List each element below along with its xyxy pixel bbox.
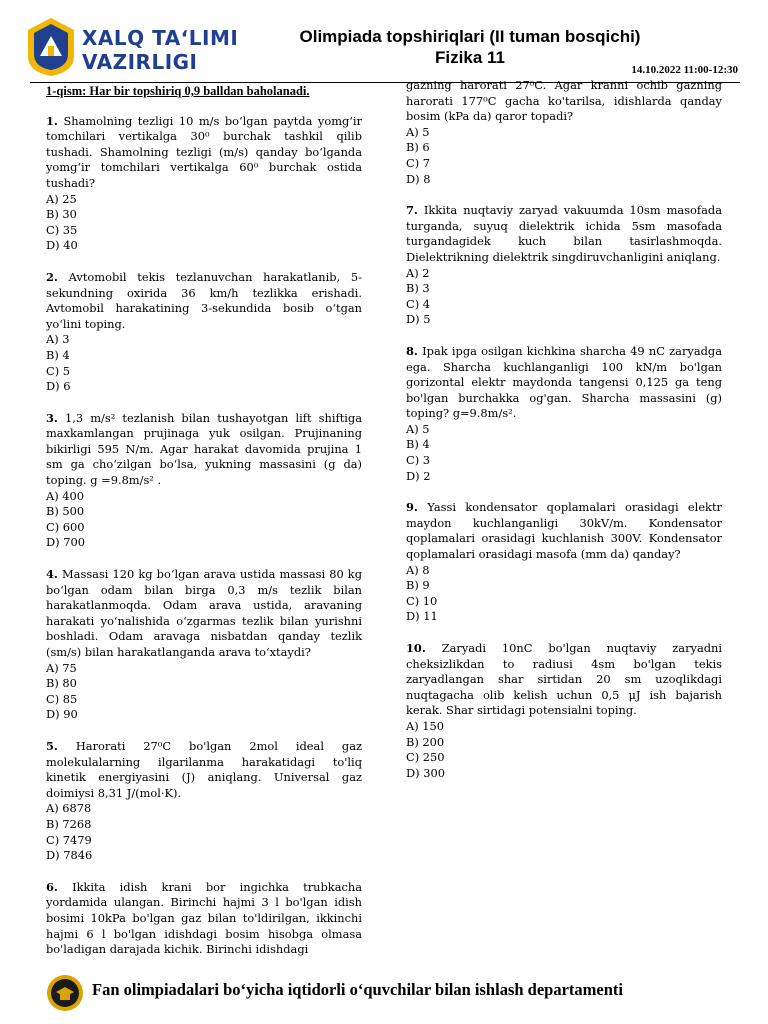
answer-option: C) 7 (406, 155, 431, 170)
question-text (406, 344, 722, 422)
question-text (46, 739, 362, 801)
question-number: 7. (406, 203, 418, 218)
question-body: Ipak ipga osilgan kichkina sharcha 49 nC zaryadga ega. Sharcha kuchlanganligi 100 kN/m bo'lgan gorizontal elektr maydonda tangensi 0,125 ga teng bo'lgan burchakka og'gan. Sharcha massasini (g) toping? g=9.8m/s². (406, 343, 722, 421)
answer-option: A) 6878 (46, 801, 92, 816)
question-body: Massasi 120 kg boʻlgan arava ustida massasi 80 kg boʻlgan odam bilan birga 0,3 m/s tezlik bilan harakatlanmoqda. Odam arava ustida, aravaning harakati yoʻnalishida oʻzgarmas tezlik bilan yurishni boshladi. Odam aravaga nisbatdan qanday tezlik (sm/s) bilan harakatlanganda arava toʻxtaydi? (46, 567, 362, 659)
section-title: 1-qism: Har bir topshiriq 0,9 balldan baholanadi. (46, 84, 310, 98)
question-text (46, 880, 362, 958)
left-column (46, 84, 362, 974)
answer-option: B) 200 (406, 734, 445, 749)
answer-option: A) 8 (406, 562, 430, 577)
question (406, 203, 722, 328)
question-body: Ikkita nuqtaviy zaryad vakuumda 10sm masofada turganda, suyuq dielektrik ichida 5sm masofada turgandagidek kuch bilan tasirlashmoqda. Dielektrikning dielektrik singdiruvchanligini aniqlang. (406, 203, 722, 264)
question-text (406, 78, 722, 125)
question (46, 114, 362, 254)
ministry-name-line1: XALQ TAʻLIMI (82, 26, 239, 50)
question-number: 1. (46, 113, 58, 128)
answer-option: D) 90 (46, 707, 78, 722)
question-number: 4. (46, 567, 58, 582)
answer-option: B) 30 (46, 207, 77, 222)
answer-option: D) 6 (46, 379, 71, 394)
page-footer (0, 968, 768, 1018)
question-number: 5. (46, 738, 58, 753)
ministry-logo-icon (26, 16, 76, 78)
answer-option: C) 250 (406, 750, 445, 765)
question (46, 270, 362, 395)
question-number: 6. (46, 879, 58, 894)
document-title: Olimpiada topshiriqlari (II tuman bosqichi) (299, 27, 641, 46)
answer-option: D) 40 (46, 238, 78, 253)
answer-option: C) 85 (46, 691, 78, 706)
ministry-name (82, 26, 238, 74)
question (406, 344, 722, 484)
answer-option: A) 3 (46, 332, 70, 347)
answer-option: D) 7846 (46, 848, 93, 863)
question-text (46, 411, 362, 489)
question-number: 10. (406, 641, 426, 655)
answer-option: B) 4 (406, 437, 430, 452)
question-body: Avtomobil tekis tezlanuvchan harakatlanib, 5-sekundning oxirida 36 km/h tezlikka erishadi. Avtomobil harakatining 3-sekundida bosib oʻtgan yoʻlini toping. (46, 269, 362, 331)
question-body: Harorati 27⁰C bo'lgan 2mol ideal gaz molekulalarning ilgarilanma harakatidagi to'liq kinetik energiyasini (J) aniqlang. Universal gaz doimiysi 8,31 J/(mol·K). (46, 738, 363, 800)
question-body: Shamolning tezligi 10 m/s boʻlgan paytda yomgʻir tomchilari vertikalga 30⁰ burchak tashkil qilib tushadi. Shamolning tezligi (m/s) qanday boʻlganda yomgʻir tomchilari vertikalga 60⁰ burchak ostida tushadi? (46, 113, 363, 190)
answer-option: A) 25 (46, 191, 77, 206)
document-subtitle: Fizika 11 (435, 48, 505, 67)
exam-date-time: 14.10.2022 11:00-12:30 (631, 64, 738, 76)
answer-option: A) 75 (46, 660, 77, 675)
answer-option: C) 4 (406, 296, 431, 311)
answer-option: D) 11 (406, 609, 438, 624)
answer-option: C) 600 (46, 519, 85, 534)
answer-option: B) 500 (46, 504, 85, 519)
ministry-name-line2: VAZIRLIGI (82, 50, 198, 74)
answer-option: D) 300 (406, 765, 445, 780)
answer-option: B) 3 (406, 281, 430, 296)
answer-option: D) 2 (406, 468, 431, 483)
question-text (46, 270, 362, 332)
question-text (46, 567, 362, 661)
question-body: 1,3 m/s² tezlanish bilan tushayotgan lift shiftiga maxkamlangan prujinaga yuk osilgan. Prujinaning bikirligi 595 N/m. Agar harakat davomida prujina 1 sm ga choʻzilgan boʻlsa, yukning massasini (g da) toping. g =9.8m/s² . (46, 410, 363, 488)
answer-option: B) 4 (46, 347, 70, 362)
question-body: Zaryadi 10nC bo'lgan nuqtaviy zaryadni cheksizlikdan to radiusi 4sm bo'lgan tekis zaryadlangan shar sirtidan 20 sm uzoqlikdagi nuqtagacha olib kelish uchun 0,5 μJ ish bajarish kerak. Shar sirtidagi potensialni toping. (406, 641, 723, 718)
answer-option: C) 3 (406, 453, 431, 468)
question-number: 2. (46, 269, 58, 284)
page-header (0, 0, 768, 82)
right-column (406, 78, 723, 797)
question (46, 739, 362, 864)
answer-option: C) 35 (46, 222, 78, 237)
question-body: Ikkita idish krani bor ingichka trubkacha yordamida ulangan. Birinchi hajmi 3 l bo'lgan idish bosimi 10kPa bo'lgan gaz bilan to'ldirilgan, ikkinchi hajmi 6 l bo'lgan idishdagi bosim hisobga olmasa bo'ladigan darajada kichik. Birinchi idishdagi (46, 879, 363, 957)
answer-option: B) 7268 (46, 816, 92, 831)
answer-option: D) 700 (46, 535, 85, 550)
department-name: Fan olimpiadalari bo‘yicha iqtidorli o‘quvchilar bilan ishlash departamenti (92, 980, 623, 999)
question (46, 567, 362, 723)
question-text (46, 114, 362, 192)
question-text (406, 203, 722, 265)
question-number: 9. (406, 500, 418, 515)
question-text (406, 641, 722, 719)
question-body: gazning harorati 27⁰C. Agar kranni ochib gazning harorati 177⁰C gacha ko'tarilsa, idishlarda qanday bosim (kPa da) qaror topadi? (406, 78, 722, 124)
answer-option: B) 6 (406, 140, 430, 155)
answer-option: B) 9 (406, 578, 430, 593)
answer-option: D) 5 (406, 312, 431, 327)
question (406, 500, 722, 625)
question-continuation (406, 78, 722, 187)
question (46, 411, 362, 551)
answer-option: C) 5 (46, 363, 71, 378)
question-text (406, 500, 722, 562)
document-title-block (240, 26, 700, 68)
answer-option: A) 5 (406, 124, 430, 139)
question (406, 641, 722, 781)
answer-option: A) 5 (406, 421, 430, 436)
answer-option: A) 150 (406, 718, 445, 733)
answer-option: C) 7479 (46, 832, 92, 847)
answer-option: C) 10 (406, 593, 438, 608)
question (46, 880, 362, 958)
question-body: Yassi kondensator qoplamalari orasidagi elektr maydon kuchlanganligi 30kV/m. Kondensator qoplamalari orasidagi kuchlanish 300V. Kondensator qoplamalari orasidagi masofa (mm da) qanday? (406, 500, 722, 562)
question-number: 3. (46, 410, 58, 425)
answer-option: A) 2 (406, 265, 430, 280)
answer-option: D) 8 (406, 171, 431, 186)
answer-option: A) 400 (46, 488, 85, 503)
question-number: 8. (406, 343, 418, 358)
department-seal-icon (46, 974, 84, 1012)
answer-option: B) 80 (46, 676, 77, 691)
